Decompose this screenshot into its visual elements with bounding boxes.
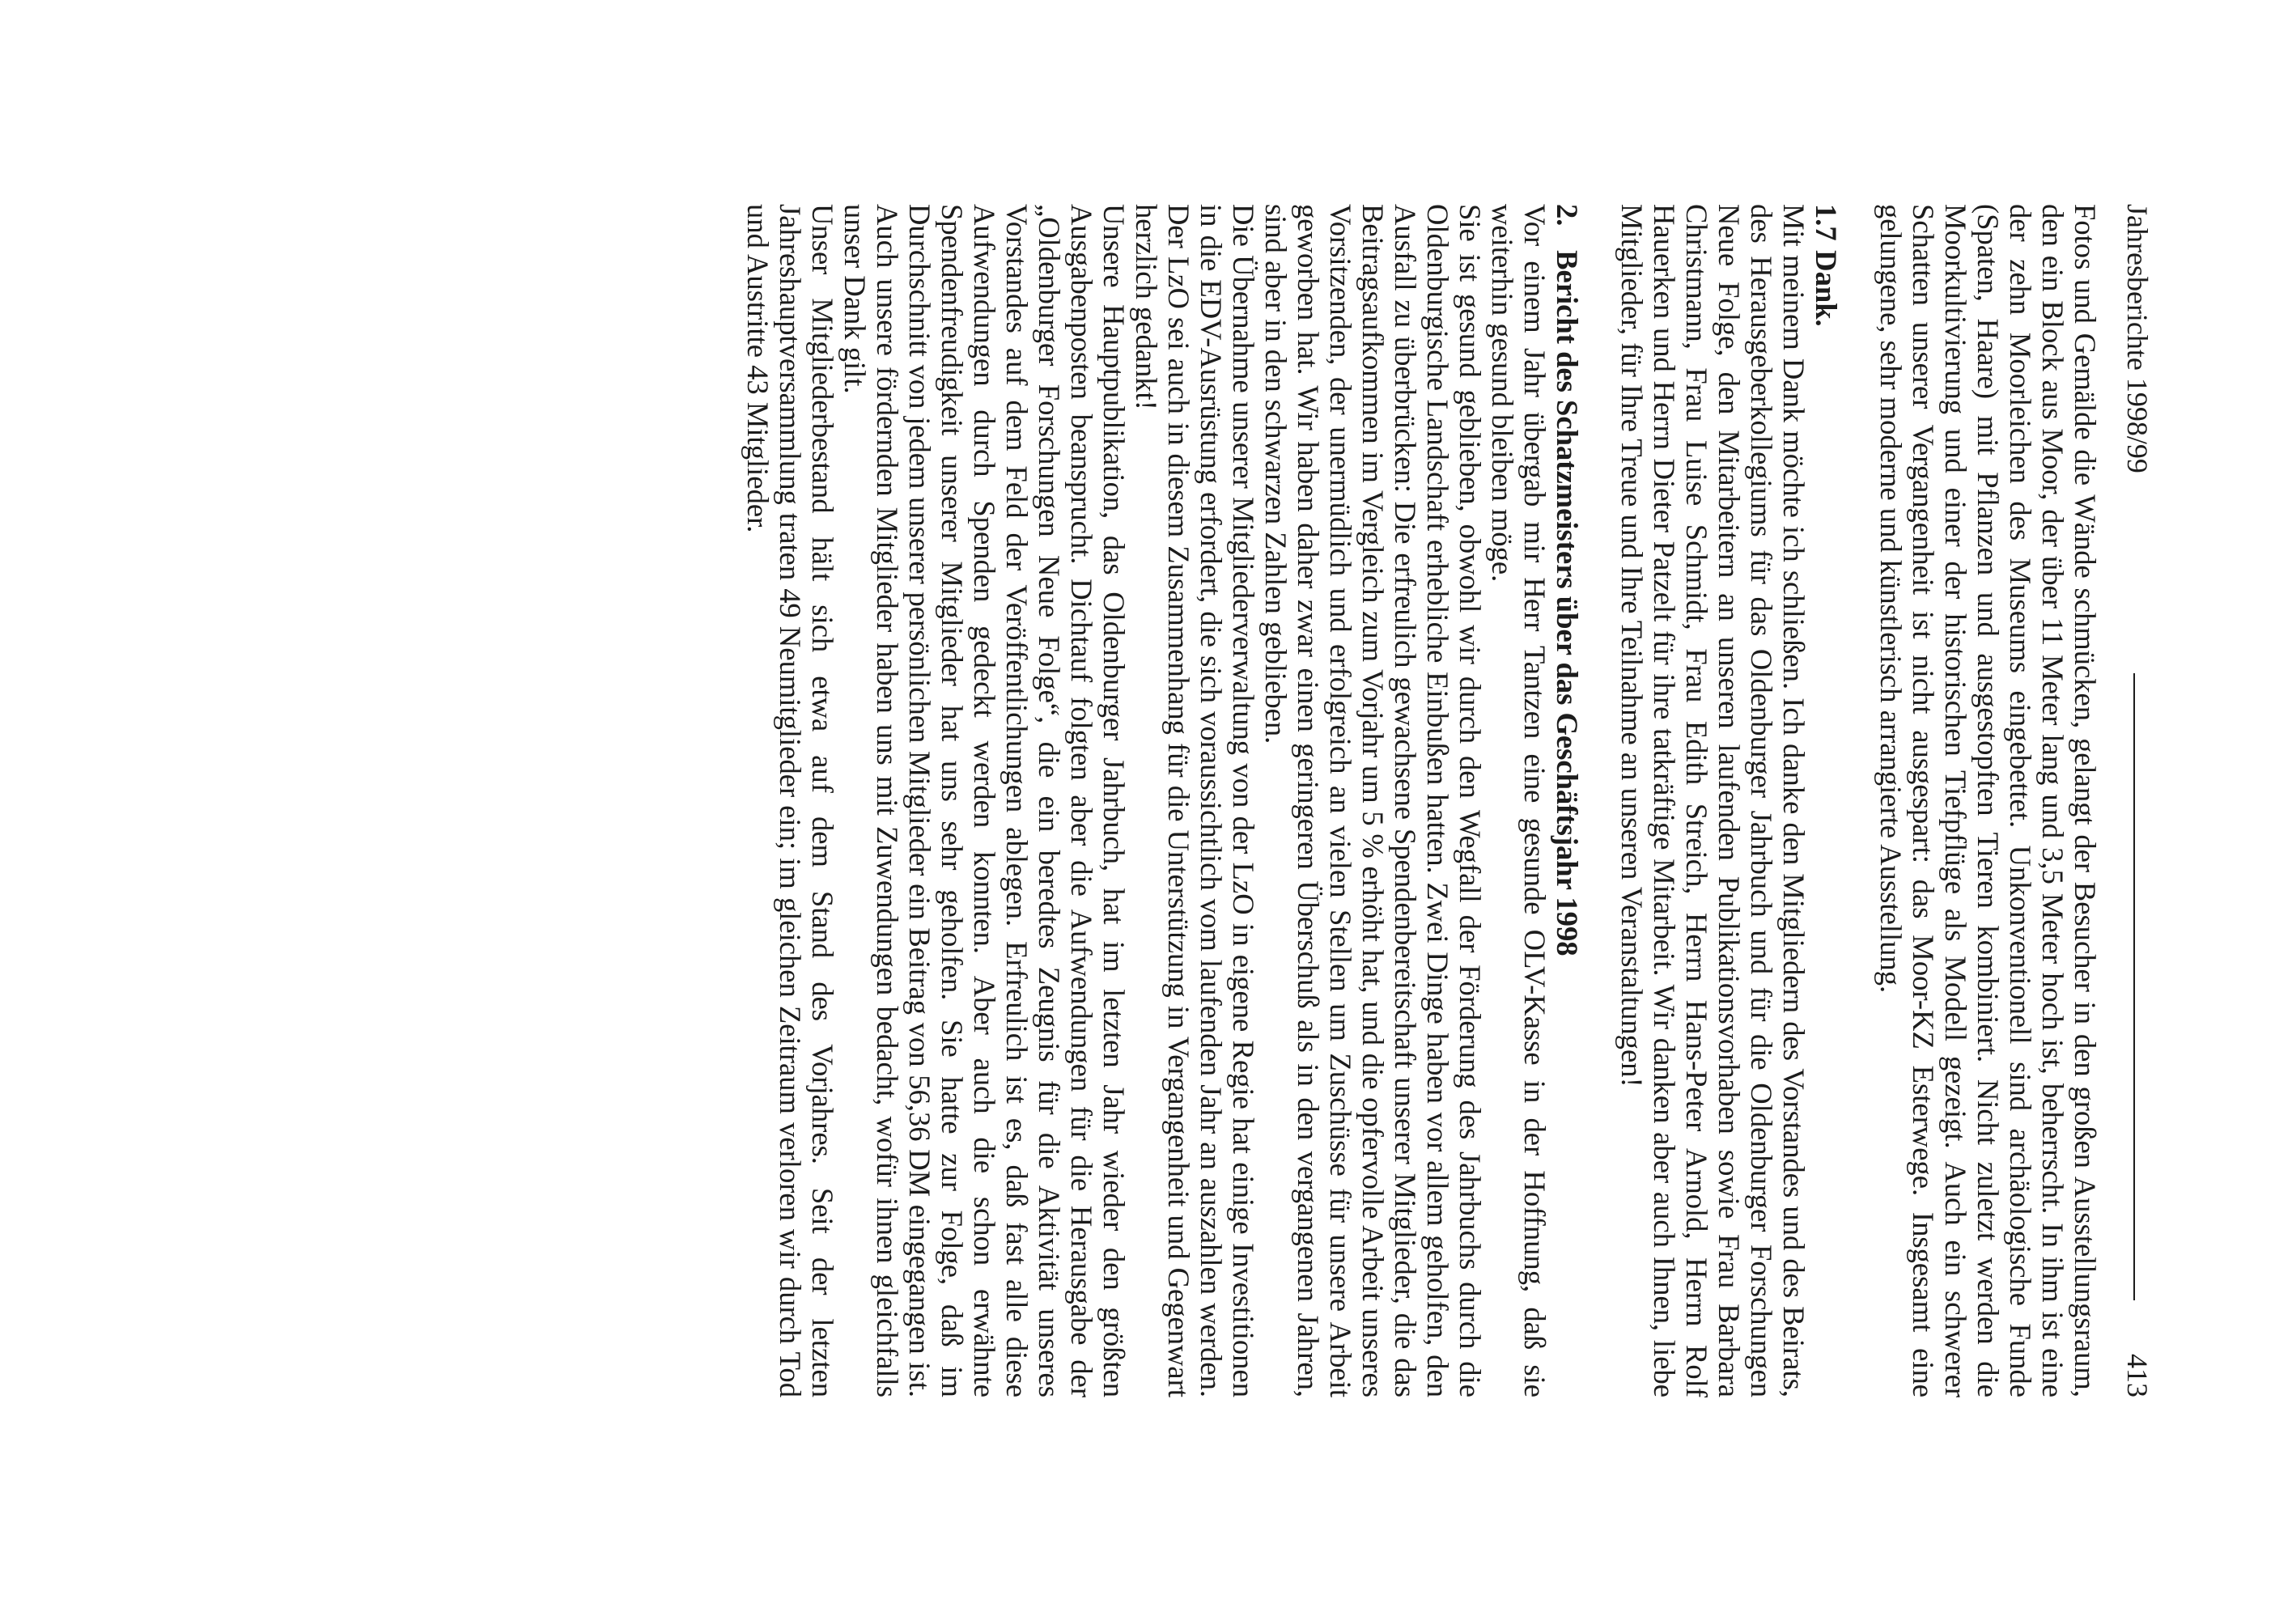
section-title-2: Bericht des Schatzmeisters über das Geschäftsjahr 1998: [1551, 250, 1584, 956]
running-header-title: Jahresberichte 1998/99: [2121, 204, 2154, 473]
section-2-paragraph: Unser Mitgliederbestand hält sich etwa auf dem Stand des Vorjahres. Seit der letzten Jahreshauptversammlung traten 49 Neumitglieder ein; im gleichen Zeitraum verloren wir durch Tod und Austritte 43 Mitglieder.: [741, 204, 839, 1397]
section-heading-1-7: [1810, 204, 1842, 1397]
section-2-paragraph: Vor einem Jahr übergab mir Herr Tantzen eine gesunde OLV-Kasse in der Hoffnung, daß sie weiterhin gesund bleiben möge.: [1486, 204, 1551, 1397]
section-heading-2: [1551, 204, 1583, 1397]
section-number-2: 2.: [1551, 204, 1584, 227]
section-2-paragraph: Die Übernahme unserer Mitgliederverwaltung von der LzO in eigene Regie hat einige Investitionen in die EDV-Ausrüstung erfordert, die sich voraussichtlich vom laufenden Jahr an auszahlen werden. Der LzO sei auch in diesem Zusammenhang für die Unterstützung in Vergangenheit und Gegenwart herzlich gedankt!: [1130, 204, 1260, 1397]
section-1-7-paragraph: Mit meinem Dank möchte ich schließen. Ich danke den Mitgliedern des Vorstandes und des Beirats, des Herausgeberkollegiums für das Oldenburger Jahrbuch und für die Oldenburger Forschungen Neue Folge, den Mitarbeitern an unseren laufenden Publikationsvorhaben sowie Frau Barbara Christmann, Frau Luise Schmidt, Frau Edith Streich, Herrn Hans-Peter Arnold, Herrn Rolf Hauerken und Herrn Dieter Patzelt für ihre tatkräftige Mitarbeit. Wir danken aber auch Ihnen, liebe Mitglieder, für Ihre Treue und Ihre Teilnahme an unseren Veranstaltungen!: [1615, 204, 1810, 1397]
header-rule: [2133, 673, 2135, 1300]
intro-paragraph: Fotos und Gemälde die Wände schmücken, gelangt der Besucher in den großen Ausstellungsraum, den ein Block aus Moor, der über 11 Meter lang und 3,5 Meter hoch ist, beherrscht. In ihm ist eine der zehn Moorleichen des Museums eingebettet. Unkonventionell sind archäologische Funde (Spaten, Haare) mit Pflanzen und ausgestopften Tieren kombiniert. Nicht zuletzt werden die Moorkultivierung und einer der historischen Tiefpflüge als Modell gezeigt. Auch ein schwerer Schatten unserer Vergangenheit ist nicht ausgespart: das Moor-KZ Esterwege. Insgesamt eine gelungene, sehr moderne und künstlerisch arrangierte Ausstellung.: [1874, 204, 2102, 1397]
section-2-paragraph: Sie ist gesund geblieben, obwohl wir durch den Wegfall der Förderung des Jahrbuchs durch die Oldenburgische Landschaft erhebliche Einbußen hatten. Zwei Dinge haben vor allem geholfen, den Ausfall zu überbrücken: Die erfreulich gewachsene Spendenbereitschaft unserer Mitglieder, die das Beitragsaufkommen im Vergleich zum Vorjahr um 5 % erhöht hat, und die opfervolle Arbeit unseres Vorsitzenden, der unermüdlich und erfolgreich an vielen Stellen um Zuschüsse für unsere Arbeit geworben hat. Wir haben daher zwar einen geringeren Überschuß als in den vergangenen Jahren, sind aber in den schwarzen Zahlen geblieben.: [1259, 204, 1487, 1397]
section-title-1-7: Dank.: [1810, 250, 1843, 327]
page-number: 413: [2121, 1354, 2154, 1397]
running-header: [2112, 204, 2163, 1397]
page-body: [741, 204, 2101, 1397]
section-2-paragraph: Unsere Hauptpublikation, das Oldenburger Jahrbuch, hat im letzten Jahr wieder den größten Ausgabenposten beansprucht. Dichtauf folgten aber die Aufwendungen für die Herausgabe der „Oldenburger Forschungen Neue Folge“, die ein beredtes Zeugnis für die Aktivität unseres Vorstandes auf dem Feld der Veröffentlichungen ablegen. Erfreulich ist es, daß fast alle diese Aufwendungen durch Spenden gedeckt werden konnten. Aber auch die schon erwähnte Spendenfreudigkeit unserer Mitglieder hat uns sehr geholfen. Sie hatte zur Folge, daß im Durchschnitt von jedem unserer persönlichen Mitglieder ein Beitrag von 56,36 DM eingegangen ist. Auch unsere fördernden Mitglieder haben uns mit Zuwendungen bedacht, wofür ihnen gleichfalls unser Dank gilt.: [838, 204, 1131, 1397]
section-number-1-7: 1.7: [1810, 204, 1843, 241]
